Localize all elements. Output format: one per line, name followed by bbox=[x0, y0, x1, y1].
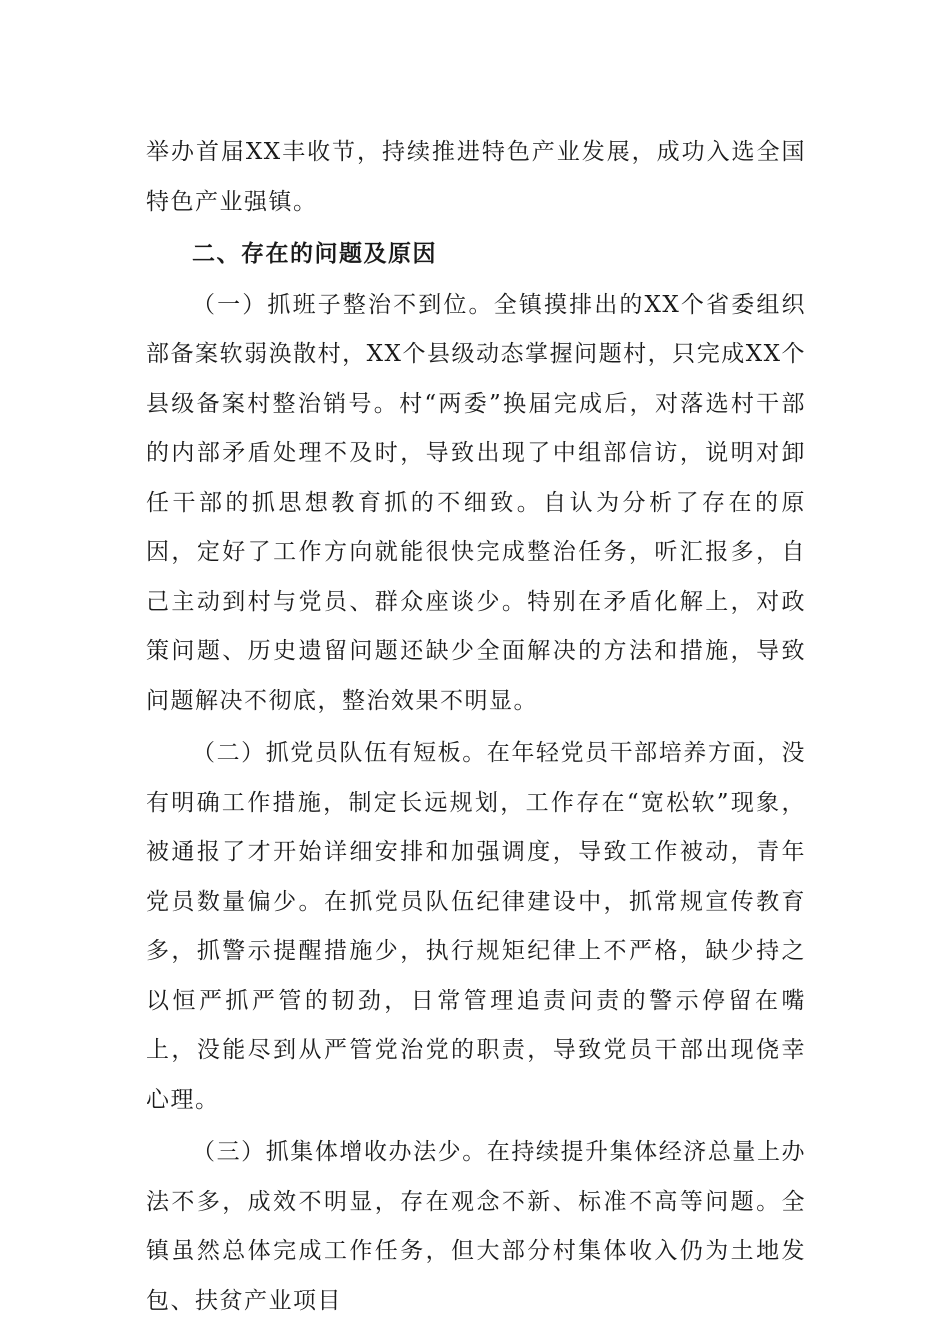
section-heading: 二、存在的问题及原因 bbox=[192, 241, 437, 267]
paragraph-problem-2: （二）抓党员队伍有短板。在年轻党员干部培养方面，没有明确工作措施，制定长远规划，工作存在“宽松软”现象，被通报了才开始详细安排和加强调度，导致工作被动，青年党员数量偏少。在抓党员队伍纪律建设中，抓常规宣传教育多，抓警示提醒措施少，执行规矩纪律上不严格，缺少持之以恒严抓严管的韧劲，日常管理追责问责的警示停留在嘴上，没能尽到从严管党治党的职责，导致党员干部出现侥幸心理。 bbox=[146, 740, 806, 1113]
paragraph-problem-3: （三）抓集体增收办法少。在持续提升集体经济总量上办法不多，成效不明显，存在观念不新、标准不高等问题。全镇虽然总体完成工作任务，但大部分村集体收入仍为土地发包、扶贫产业项目 bbox=[146, 1139, 806, 1314]
document-body bbox=[146, 128, 806, 1326]
paragraph-continuation: 举办首届XX丰收节，持续推进特色产业发展，成功入选全国特色产业强镇。 bbox=[146, 139, 806, 215]
paragraph-problem-1: （一）抓班子整治不到位。全镇摸排出的XX个省委组织部备案软弱涣散村，XX个县级动态掌握问题村，只完成XX个县级备案村整治销号。村“两委”换届完成后，对落选村干部的内部矛盾处理不及时，导致出现了中组部信访，说明对卸任干部的抓思想教育抓的不细致。自认为分析了存在的原因，定好了工作方向就能很快完成整治任务，听汇报多，自己主动到村与党员、群众座谈少。特别在矛盾化解上，对政策问题、历史遗留问题还缺少全面解决的方法和措施，导致问题解决不彻底，整治效果不明显。 bbox=[146, 291, 806, 714]
